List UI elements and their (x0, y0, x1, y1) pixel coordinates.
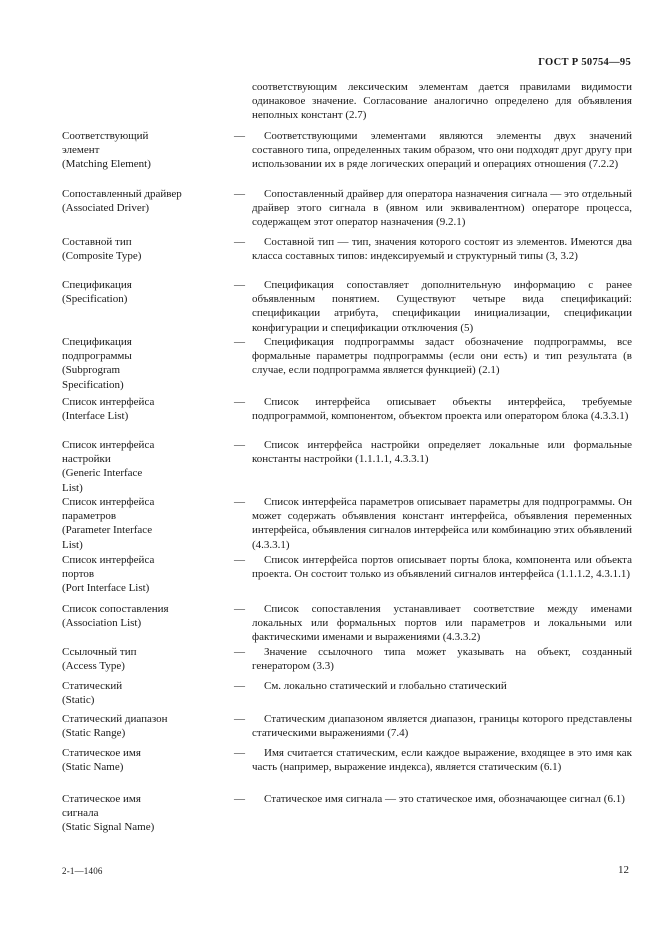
term-dash: — (234, 188, 245, 200)
glossary-definition: Список сопоставления устанавливает соответствие между именами локальных или формальных портов или параметров и локальными или фактическими именами и выражениями (4.3.3.2) (252, 603, 632, 644)
print-code: 2-1—1406 (62, 866, 103, 876)
glossary-term (62, 712, 227, 740)
page-number: 12 (618, 864, 629, 876)
glossary-term (62, 679, 227, 707)
term-dash: — (234, 236, 245, 248)
term-line: Список сопоставления (62, 603, 169, 615)
term-line: List) (62, 481, 83, 494)
term-line: Ссылочный тип (62, 646, 137, 658)
term-line: элемент (62, 144, 100, 157)
glossary-definition: Список интерфейса портов описывает порты блока, компонента или объекта проекта. Он состоит только из объявлений сигналов интерфейса (1.1.1.2, 4.3.1.1) (252, 554, 632, 581)
term-line: (Interface List) (62, 410, 129, 423)
term-line: (Access Type) (62, 660, 125, 673)
term-line: параметров (62, 510, 117, 523)
term-line: Статический (62, 680, 123, 692)
glossary-term (62, 187, 227, 215)
term-dash: — (234, 603, 245, 615)
term-dash: — (234, 279, 245, 291)
term-dash: — (234, 336, 245, 348)
glossary-definition: Статическим диапазоном является диапазон, границы которого представлены статическими выражениями (7.4) (252, 713, 632, 740)
intro-paragraph: соответствующим лексическим элементам дается правилами видимости одинаковое значение. Согласование аналогично определено для объявления неполных констант (2.7) (252, 81, 632, 122)
term-line: портов (62, 568, 95, 581)
glossary-definition: Спецификация подпрограммы задаст обозначение подпрограммы, все формальные параметры подпрограммы (если они есть) и тип результата (в случае, если подпрограмма является функцией) (2.1) (252, 336, 632, 377)
glossary-term (62, 746, 227, 774)
term-line: Список интерфейса (62, 439, 155, 451)
glossary-definition: См. локально статический и глобально статический (264, 680, 507, 692)
term-line: (Static Name) (62, 761, 124, 774)
glossary-term (62, 602, 227, 630)
term-line: (Matching Element) (62, 158, 151, 171)
term-line: Сопоставленный драйвер (62, 188, 182, 200)
term-dash: — (234, 554, 245, 566)
glossary-definition: Имя считается статическим, если каждое выражение, входящее в это имя как часть (например, выражение индекса), является статическим (6.1) (252, 747, 632, 774)
term-line: (Static Signal Name) (62, 821, 155, 834)
term-line: Спецификация (62, 279, 132, 291)
glossary-term (62, 553, 227, 596)
term-dash: — (234, 130, 245, 142)
term-line: Спецификация (62, 336, 132, 348)
glossary-definition: Список интерфейса настройки определяет локальные или формальные константы настройки (1.1.1.1, 4.3.3.1) (252, 439, 632, 466)
document-header: ГОСТ Р 50754—95 (538, 57, 631, 68)
glossary-term (62, 395, 227, 423)
glossary-definition: Статическое имя сигнала — это статическое имя, обозначающее сигнал (6.1) (264, 793, 625, 805)
glossary-definition: Значение ссылочного типа может указывать на объект, созданный генератором (3.3) (252, 646, 632, 673)
term-line: (Association List) (62, 617, 142, 630)
term-dash: — (234, 646, 245, 658)
term-dash: — (234, 439, 245, 451)
term-line: Список интерфейса (62, 554, 155, 566)
term-line: настройки (62, 453, 111, 466)
term-dash: — (234, 747, 245, 759)
term-dash: — (234, 680, 245, 692)
term-line: (Specification) (62, 293, 128, 306)
term-dash: — (234, 793, 245, 805)
glossary-term (62, 235, 227, 263)
term-line: Статическое имя (62, 747, 141, 759)
glossary-definition: Сопоставленный драйвер для оператора назначения сигнала — это отдельный драйвер этого сигнала в (явном или эквивалентном) операторе процесса, содержащем этот оператор назначения (9.2.1) (252, 188, 632, 229)
glossary-definition: Спецификация сопоставляет дополнительную информацию с ранее объявленным понятием. Существуют четыре вида спецификаций: спецификации атрибута, спецификации инициализации, спецификации конфигурации и спецификации отключения (5) (252, 279, 632, 334)
term-line: (Parameter Interface (62, 524, 153, 537)
term-line: (Composite Type) (62, 250, 142, 263)
glossary-term (62, 645, 227, 673)
glossary-term (62, 278, 227, 306)
term-line: List) (62, 538, 83, 551)
term-line: (Static) (62, 694, 95, 707)
term-line: Specification) (62, 378, 124, 391)
glossary-definition: Список интерфейса описывает объекты интерфейса, требуемые подпрограммой, компонентом, объектом проекта или оператором блока (4.3.3.1) (252, 396, 632, 423)
glossary-definition: Составной тип — тип, значения которого состоят из элементов. Имеются два класса составных типов: индексируемый и структурный типы (3, 3.2) (252, 236, 632, 263)
term-line: Список интерфейса (62, 496, 155, 508)
term-line: Статическое имя (62, 793, 141, 805)
term-line: подпрограммы (62, 350, 132, 363)
term-line: сигнала (62, 807, 99, 820)
term-dash: — (234, 713, 245, 725)
term-line: Составной тип (62, 236, 132, 248)
glossary-term (62, 129, 227, 172)
term-line: Соответствующий (62, 130, 149, 142)
term-line: (Associated Driver) (62, 202, 150, 215)
glossary-term (62, 792, 227, 835)
term-dash: — (234, 396, 245, 408)
term-dash: — (234, 496, 245, 508)
term-line: Статический диапазон (62, 713, 168, 725)
term-line: (Generic Interface (62, 467, 143, 480)
glossary-definition: Список интерфейса параметров описывает параметры для подпрограммы. Он может содержать объявления констант интерфейса, объявления переменных интерфейса, объявления сигналов интерфейса или комбинацию этих объявлений (4.3.3.1) (252, 496, 632, 551)
term-line: Список интерфейса (62, 396, 155, 408)
term-line: (Port Interface List) (62, 582, 150, 595)
glossary-term (62, 495, 227, 552)
glossary-definition: Соответствующими элементами являются элементы двух значений составного типа, определенных таким образом, что они подходят друг другу при использовании их в ряде логических операций и операциях отношения (7.2.2) (252, 130, 632, 171)
glossary-term (62, 438, 227, 495)
term-line: (Subprogram (62, 364, 121, 377)
glossary-term (62, 335, 227, 392)
term-line: (Static Range) (62, 727, 126, 740)
